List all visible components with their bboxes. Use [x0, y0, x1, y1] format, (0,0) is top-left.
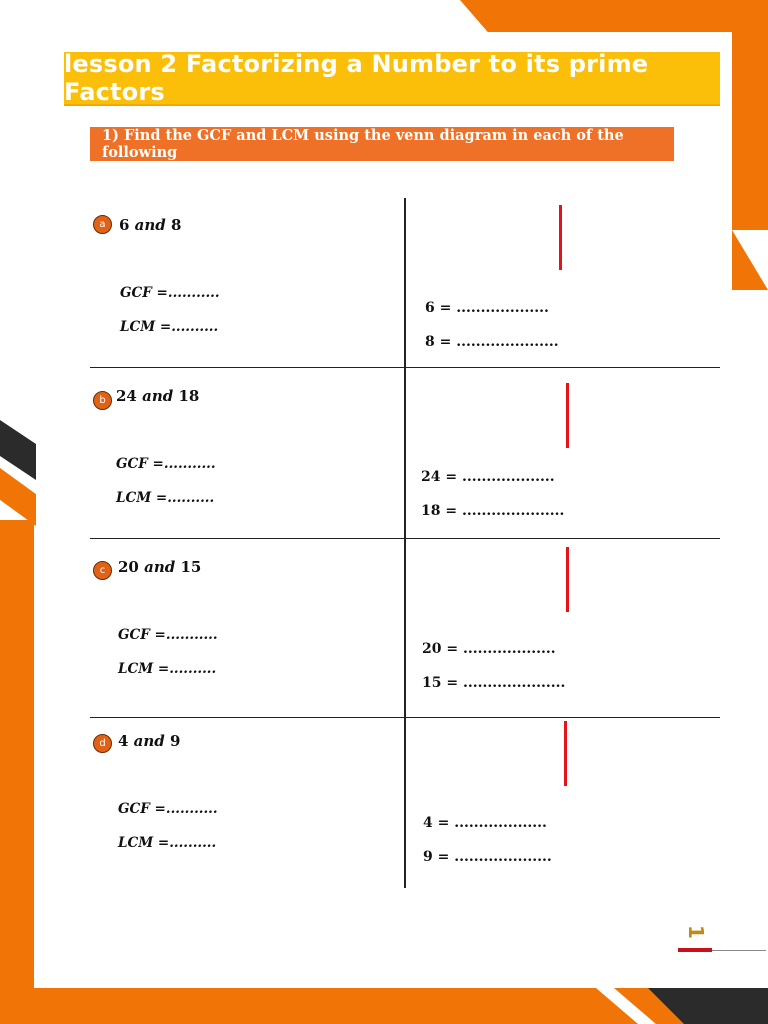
- venn-line-a: [559, 205, 562, 270]
- page-number-rule: [712, 950, 766, 951]
- left-dark-stripe: [0, 420, 36, 480]
- row-divider-3: [90, 717, 720, 718]
- gcf-field[interactable]: GCF =...........: [118, 801, 218, 817]
- venn-line-d: [564, 721, 567, 786]
- frame-top-decoration: [460, 0, 768, 32]
- factor-line-1[interactable]: 20 = ...................: [422, 641, 556, 657]
- column-divider: [404, 198, 406, 888]
- gcf-field[interactable]: GCF =...........: [120, 285, 220, 301]
- factor-line-2[interactable]: 8 = .....................: [425, 334, 559, 350]
- factor-line-2[interactable]: 18 = .....................: [421, 503, 565, 519]
- gcf-field[interactable]: GCF =...........: [118, 627, 218, 643]
- page-title: lesson 2 Factorizing a Number to its prime Factors: [64, 50, 649, 106]
- lcm-field[interactable]: LCM =..........: [120, 319, 219, 335]
- problem-badge: d: [93, 734, 112, 753]
- factor-line-2[interactable]: 15 = .....................: [422, 675, 566, 691]
- venn-line-b: [566, 383, 569, 448]
- gcf-field[interactable]: GCF =...........: [116, 456, 216, 472]
- instruction-text: 1) Find the GCF and LCM using the venn diagram in each of the following: [102, 127, 624, 161]
- left-orange-stripe: [0, 468, 36, 526]
- row-divider-2: [90, 538, 720, 539]
- factor-line-1[interactable]: 6 = ...................: [425, 300, 549, 316]
- factor-line-1[interactable]: 4 = ...................: [423, 815, 547, 831]
- frame-bottom-decoration: [0, 988, 768, 1024]
- page-number: 1: [684, 925, 708, 939]
- problem-numbers: 24 and 18: [116, 387, 200, 405]
- lcm-field[interactable]: LCM =..........: [118, 661, 217, 677]
- problem-numbers: 20 and 15: [118, 558, 202, 576]
- lcm-field[interactable]: LCM =..........: [118, 835, 217, 851]
- problem-numbers: 6 and 8: [119, 216, 182, 234]
- factor-line-1[interactable]: 24 = ...................: [421, 469, 555, 485]
- page-number-underline: [678, 948, 712, 952]
- problem-badge: c: [93, 561, 112, 580]
- venn-line-c: [566, 547, 569, 612]
- instruction-banner: [90, 127, 674, 161]
- factor-line-2[interactable]: 9 = ....................: [423, 849, 552, 865]
- row-divider-1: [90, 367, 720, 368]
- problem-numbers: 4 and 9: [118, 732, 181, 750]
- problem-badge: a: [93, 215, 112, 234]
- problem-badge: b: [93, 391, 112, 410]
- lcm-field[interactable]: LCM =..........: [116, 490, 215, 506]
- title-banner: [64, 52, 720, 104]
- frame-left-decoration: [0, 520, 34, 1024]
